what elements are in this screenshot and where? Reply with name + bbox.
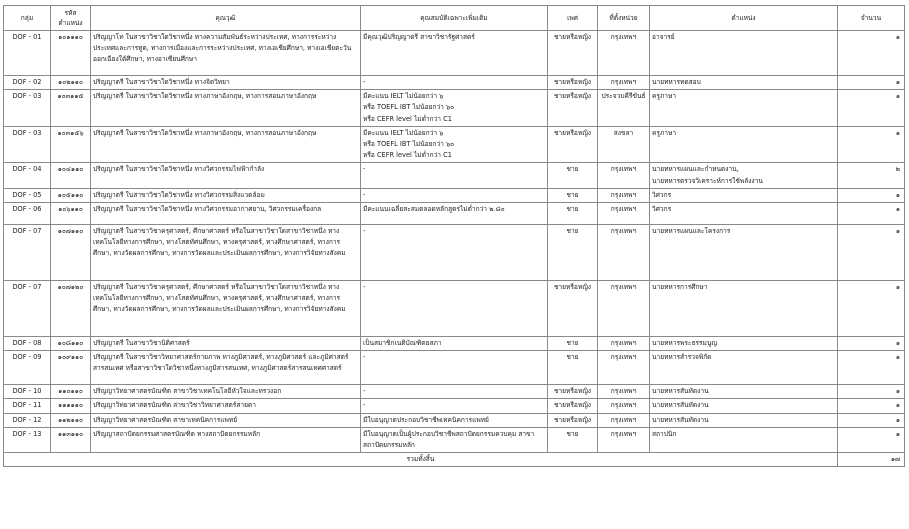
cell-position: นายทหารพระธรรมนูญ [650, 337, 838, 351]
cell-extra-qualification: - [361, 76, 548, 90]
cell-location: กรุงเทพฯ [598, 281, 650, 337]
cell-count: ๑ [838, 188, 905, 202]
cell-location: กรุงเทพฯ [598, 76, 650, 90]
cell-qualification: ปริญญาตรี ในสาขาวิชาใดวิชาหนึ่ง ทางจิตวิทยา [91, 76, 361, 90]
cell-position: นายทหารสันทัดงาน [650, 413, 838, 427]
table-row [4, 31, 905, 76]
cell-sex: ชายหรือหญิง [548, 126, 598, 163]
cell-qualification: ปริญญาตรี ในสาขาวิชาใดวิชาหนึ่ง ทางวิศวกรรมไฟฟ้ากำลัง [91, 163, 361, 188]
cell-sex: ชาย [548, 225, 598, 281]
cell-count: ๒ [838, 163, 905, 188]
cell-sex: ชายหรือหญิง [548, 90, 598, 127]
cell-code: ๑๐๑๑๑๐ [51, 31, 91, 76]
cell-location: กรุงเทพฯ [598, 163, 650, 188]
cell-group: DOF - 11 [4, 399, 51, 413]
cell-sex: ชาย [548, 163, 598, 188]
cell-position: สถาปนิก [650, 427, 838, 452]
cell-group: DOF - 12 [4, 413, 51, 427]
cell-sex: ชายหรือหญิง [548, 385, 598, 399]
table-row [4, 126, 905, 163]
cell-code: ๑๑๒๑๑๐ [51, 413, 91, 427]
table-row [4, 225, 905, 281]
cell-code: ๑๑๓๑๑๐ [51, 427, 91, 452]
table-row [4, 351, 905, 385]
cell-qualification: ปริญญาวิทยาศาสตรบัณฑิต สาขาวิชาวิทยาศาสตร์สายตา [91, 399, 361, 413]
table-row [4, 90, 905, 127]
table-row [4, 163, 905, 188]
header-sex: เพศ [548, 6, 598, 31]
cell-qualification: ปริญญาตรี ในสาขาวิชาใดวิชาหนึ่ง ทางวิศวกรรมอากาศยาน, วิศวกรรมเครื่องกล [91, 203, 361, 225]
cell-qualification: ปริญญาตรี ในสาขาวิชาใดวิชาหนึ่ง ทางวิศวกรรมสิ่งแวดล้อม [91, 188, 361, 202]
cell-location: กรุงเทพฯ [598, 225, 650, 281]
header-count: จำนวน [838, 6, 905, 31]
cell-code: ๑๐๗๑๑๐ [51, 225, 91, 281]
cell-code: ๑๐๗๑๒๐ [51, 281, 91, 337]
cell-count: ๑ [838, 351, 905, 385]
cell-sex: ชาย [548, 351, 598, 385]
cell-position: นายทหารสันทัดงาน [650, 385, 838, 399]
cell-count: ๑ [838, 385, 905, 399]
cell-extra-qualification: - [361, 351, 548, 385]
table-row [4, 281, 905, 337]
cell-location: กรุงเทพฯ [598, 351, 650, 385]
cell-position: นายทหารแผนและโครงการ [650, 225, 838, 281]
cell-position: ครูภาษา [650, 126, 838, 163]
cell-extra-qualification: - [361, 188, 548, 202]
cell-count: ๑ [838, 413, 905, 427]
cell-group: DOF - 02 [4, 76, 51, 90]
cell-group: DOF - 13 [4, 427, 51, 452]
cell-code: ๑๐๕๑๑๐ [51, 188, 91, 202]
cell-group: DOF - 06 [4, 203, 51, 225]
cell-group: DOF - 07 [4, 281, 51, 337]
cell-position: นายทหารการศึกษา [650, 281, 838, 337]
cell-qualification: ปริญญาตรี ในสาขาวิชาวิทยาศาสตร์กายภาพ ทางภูมิศาสตร์, ทางภูมิศาสตร์ และภูมิศาสตร์สารสนเทศ หรือสาขาวิชาใดวิชาหนึ่งทางภูมิสารสนเทศ, ทางภูมิศาสตร์สารสนเทศศาสตร์ [91, 351, 361, 385]
cell-code: ๑๐๘๑๑๐ [51, 337, 91, 351]
cell-code: ๑๐๖๑๑๐ [51, 203, 91, 225]
cell-extra-qualification: มีคะแนน IELT ไม่น้อยกว่า ๖ หรือ TOEFL IBT ไม่น้อยกว่า ๖๐ หรือ CEFR level ไม่ต่ำกว่า C1 [361, 126, 548, 163]
cell-extra-qualification: - [361, 281, 548, 337]
cell-extra-qualification: มีใบอนุญาตเป็นผู้ประกอบวิชาชีพสถาปัตยกรรมควบคุม สาขาสถาปัตยกรรมหลัก [361, 427, 548, 452]
cell-sex: ชายหรือหญิง [548, 413, 598, 427]
table-row [4, 399, 905, 413]
cell-count: ๑ [838, 225, 905, 281]
cell-group: DOF - 10 [4, 385, 51, 399]
cell-qualification: ปริญญาตรี ในสาขาวิชานิติศาสตร์ [91, 337, 361, 351]
cell-qualification: ปริญญาตรี ในสาขาวิชาครุศาสตร์, ศึกษาศาสตร์ หรือในสาขาวิชาใดสาขาวิชาหนึ่ง ทางเทคโนโลยีทางการศึกษา, ทางโสตทัศนศึกษา, ทางครุศาสตร์, ทางศึกษาศาสตร์, ทางการศึกษา, ทางวัดผลการศึกษา, ทางการวัดผลและประเมินผลการศึกษา, ทางการวิจัยทางสังคม [91, 225, 361, 281]
cell-location: กรุงเทพฯ [598, 427, 650, 452]
cell-qualification: ปริญญาวิทยาศาสตรบัณฑิต สาขาเทคนิคการแพทย์ [91, 413, 361, 427]
header-location: ที่ตั้งหน่วย [598, 6, 650, 31]
cell-position: วิศวกร [650, 188, 838, 202]
cell-group: DOF - 03 [4, 126, 51, 163]
cell-extra-qualification: - [361, 385, 548, 399]
cell-position: วิศวกร [650, 203, 838, 225]
cell-extra-qualification: มีคุณวุฒิปริญญาตรี สาขาวิชารัฐศาสตร์ [361, 31, 548, 76]
cell-position: นายทหารสันทัดงาน [650, 399, 838, 413]
cell-sex: ชาย [548, 203, 598, 225]
cell-count: ๑ [838, 399, 905, 413]
cell-count: ๑ [838, 90, 905, 127]
cell-position: นายทหารแผนและกำหนดงาน, นายทหารตรวจวิเคราะห์การใช้พลังงาน [650, 163, 838, 188]
cell-group: DOF - 09 [4, 351, 51, 385]
cell-qualification: ปริญญาโท ในสาขาวิชาใดวิชาหนึ่ง ทางความสัมพันธ์ระหว่างประเทศ, ทางการระหว่างประเทศและการทูต, ทางการเมืองและการระหว่างประเทศ, ทางเอเชียศึกษา, ทางเอเชียตะวันออกเฉียงใต้ศึกษา, ทางอาเซียนศึกษา [91, 31, 361, 76]
cell-group: DOF - 07 [4, 225, 51, 281]
total-label: รวมทั้งสิ้น [4, 453, 838, 467]
header-qualification: คุณวุฒิ [91, 6, 361, 31]
cell-sex: ชาย [548, 337, 598, 351]
cell-count: ๑ [838, 203, 905, 225]
cell-extra-qualification: มีคะแนน IELT ไม่น้อยกว่า ๖ หรือ TOEFL IBT ไม่น้อยกว่า ๖๐ หรือ CEFR level ไม่ต่ำกว่า C1 [361, 90, 548, 127]
cell-qualification: ปริญญาสถาปัตยกรรมศาสตรบัณฑิต ทางสถาปัตยกรรมหลัก [91, 427, 361, 452]
cell-sex: ชาย [548, 427, 598, 452]
cell-location: กรุงเทพฯ [598, 188, 650, 202]
cell-position: นายทหารสำรวจพิกัด [650, 351, 838, 385]
cell-position: นายทหารทดสอบ [650, 76, 838, 90]
cell-extra-qualification: - [361, 163, 548, 188]
cell-group: DOF - 01 [4, 31, 51, 76]
cell-location: กรุงเทพฯ [598, 31, 650, 76]
table-row [4, 413, 905, 427]
table-row [4, 337, 905, 351]
positions-table [3, 5, 905, 467]
table-row [4, 203, 905, 225]
cell-location: กรุงเทพฯ [598, 413, 650, 427]
header-position: ตำแหน่ง [650, 6, 838, 31]
cell-location: กรุงเทพฯ [598, 203, 650, 225]
cell-count: ๑ [838, 427, 905, 452]
cell-extra-qualification: เป็นสมาชิกเนติบัณฑิตยสภา [361, 337, 548, 351]
cell-location: กรุงเทพฯ [598, 385, 650, 399]
cell-position: ครูภาษา [650, 90, 838, 127]
cell-code: ๑๐๙๑๑๐ [51, 351, 91, 385]
cell-extra-qualification: มีคะแนนเฉลี่ยสะสมตลอดหลักสูตรไม่ต่ำกว่า ๒.๘๐ [361, 203, 548, 225]
table-row [4, 188, 905, 202]
total-value: ๑๗ [838, 453, 905, 467]
cell-qualification: ปริญญาตรี ในสาขาวิชาใดวิชาหนึ่ง ทางภาษาอังกฤษ, ทางการสอนภาษาอังกฤษ [91, 126, 361, 163]
cell-qualification: ปริญญาตรี ในสาขาวิชาใดวิชาหนึ่ง ทางภาษาอังกฤษ, ทางการสอนภาษาอังกฤษ [91, 90, 361, 127]
cell-sex: ชาย [548, 188, 598, 202]
cell-sex: ชายหรือหญิง [548, 281, 598, 337]
cell-sex: ชายหรือหญิง [548, 76, 598, 90]
table-row [4, 385, 905, 399]
cell-extra-qualification: มีใบอนุญาตประกอบวิชาชีพเทคนิคการแพทย์ [361, 413, 548, 427]
header-code: รหัสตำแหน่ง [51, 6, 91, 31]
cell-code: ๑๐๓๑๕๖ [51, 126, 91, 163]
cell-code: ๑๑๐๑๑๐ [51, 385, 91, 399]
cell-location: กรุงเทพฯ [598, 337, 650, 351]
cell-count: ๑ [838, 76, 905, 90]
cell-extra-qualification: - [361, 399, 548, 413]
cell-code: ๑๐๓๑๑๕ [51, 90, 91, 127]
cell-location: กรุงเทพฯ [598, 399, 650, 413]
cell-code: ๑๑๑๑๑๐ [51, 399, 91, 413]
cell-count: ๑ [838, 337, 905, 351]
table-row [4, 76, 905, 90]
cell-extra-qualification: - [361, 225, 548, 281]
cell-group: DOF - 04 [4, 163, 51, 188]
cell-location: สงขลา [598, 126, 650, 163]
header-group: กลุ่ม [4, 6, 51, 31]
cell-qualification: ปริญญาวิทยาศาสตรบัณฑิต สาขาวิชาเทคโนโลยีหัวใจและทรวงอก [91, 385, 361, 399]
cell-group: DOF - 05 [4, 188, 51, 202]
total-row [4, 453, 905, 467]
cell-location: ประจวบคีรีขันธ์ [598, 90, 650, 127]
header-row [4, 6, 905, 31]
cell-position: อาจารย์ [650, 31, 838, 76]
cell-count: ๑ [838, 31, 905, 76]
table-row [4, 427, 905, 452]
cell-code: ๑๐๒๑๑๐ [51, 76, 91, 90]
cell-qualification: ปริญญาตรี ในสาขาวิชาครุศาสตร์, ศึกษาศาสตร์ หรือในสาขาวิชาใดสาขาวิชาหนึ่ง ทางเทคโนโลยีทางการศึกษา, ทางโสตทัศนศึกษา, ทางครุศาสตร์, ทางศึกษาศาสตร์, ทางการศึกษา, ทางวัดผลการศึกษา, ทางการวัดผลและประเมินผลการศึกษา, ทางการวิจัยทางสังคม [91, 281, 361, 337]
cell-count: ๑ [838, 126, 905, 163]
cell-group: DOF - 08 [4, 337, 51, 351]
cell-sex: ชายหรือหญิง [548, 399, 598, 413]
cell-sex: ชายหรือหญิง [548, 31, 598, 76]
cell-count: ๑ [838, 281, 905, 337]
cell-group: DOF - 03 [4, 90, 51, 127]
header-extra-qualification: คุณสมบัติเฉพาะเพิ่มเติม [361, 6, 548, 31]
cell-code: ๑๐๔๑๑๐ [51, 163, 91, 188]
